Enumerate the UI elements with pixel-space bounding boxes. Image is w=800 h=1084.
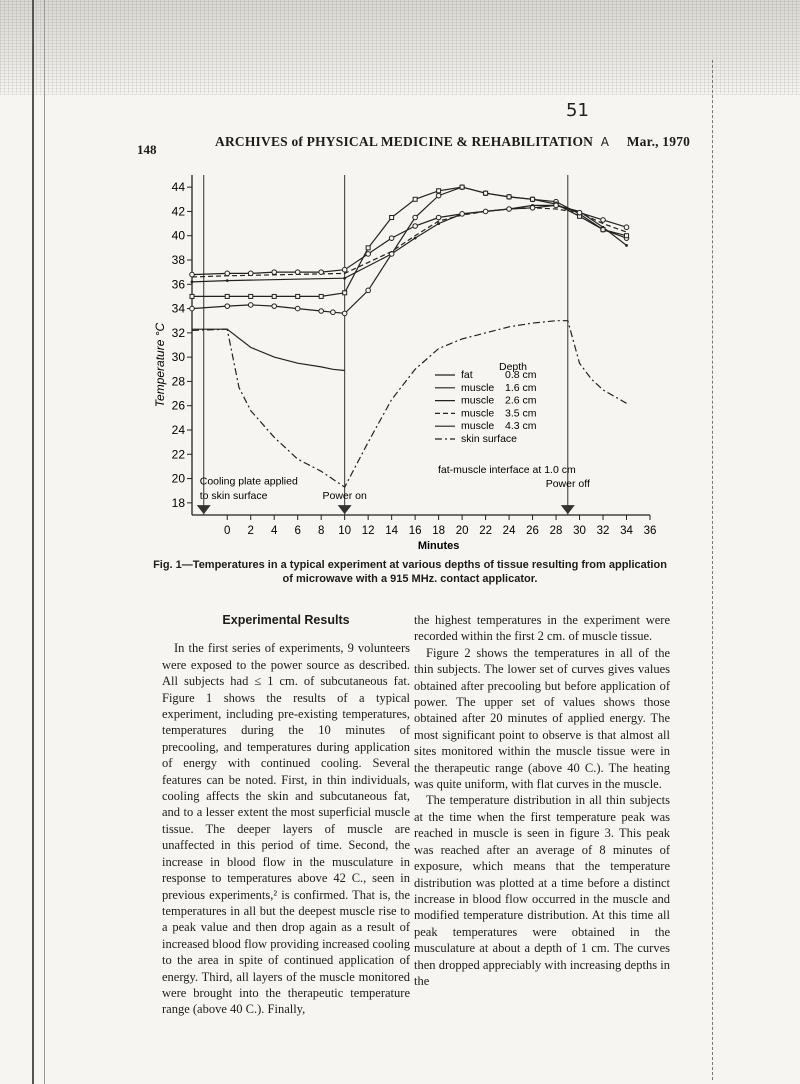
data-point xyxy=(343,277,346,280)
data-point xyxy=(225,271,230,276)
scan-edge-line xyxy=(32,0,34,1084)
scan-edge-line-2 xyxy=(44,0,45,1084)
x-tick-label: 30 xyxy=(573,525,586,537)
data-point xyxy=(389,236,394,241)
data-point xyxy=(190,272,195,277)
data-point xyxy=(342,311,347,316)
annotation-power-on: Power on xyxy=(322,490,367,503)
data-point xyxy=(436,193,441,198)
data-point xyxy=(248,303,253,308)
y-tick-label: 18 xyxy=(171,495,185,510)
data-point xyxy=(577,210,582,215)
y-tick-label: 42 xyxy=(171,204,185,219)
y-tick-label: 44 xyxy=(171,180,185,195)
x-tick-label: 2 xyxy=(247,525,254,537)
data-point xyxy=(530,205,535,210)
body-paragraph: The temperature distribution in all thin subjects at the time when the first temperature peak was reached in muscle is seen in figure 3. This peak was reached after an average of 8 minutes of exposure, which means that the temperature distribution was plotted at a time before a distinct increase in blood flow occurred in the muscle and modified temperature distribution. At this time all peak temperatures were obtained in the musculature at about a depth of 1 cm. The curves then dropped appreciably with increasing depths in the xyxy=(414,793,670,988)
power-off-arrow xyxy=(561,505,575,514)
text-column-right xyxy=(414,612,670,989)
series-line xyxy=(192,187,627,313)
data-point xyxy=(248,271,253,276)
legend-series-name: skin surface xyxy=(461,433,518,445)
x-axis-label: Minutes xyxy=(417,540,460,552)
cooling-arrow xyxy=(197,505,211,514)
y-tick-label: 36 xyxy=(171,277,185,292)
data-point xyxy=(296,294,300,298)
y-tick-label: 32 xyxy=(171,325,185,340)
data-point xyxy=(625,234,629,238)
figure-1-chart xyxy=(150,160,670,555)
body-paragraph: the highest temperatures in the experiment were recorded within the first 2 cm. of muscle tissue. xyxy=(414,613,670,644)
legend-depth: 2.6 cm xyxy=(505,394,537,407)
body-paragraph: Figure 2 shows the temperatures in all of the thin subjects. The lower set of curves gives values obtained after precooling but before application of power. The upper set of values shows those obtained after 20 minutes of applied energy. The most significant point to observe is that almost all sites monitored within the muscle tissue were in the therapeutic range (above 40 C.). The heating was quite uniform, with flat curves in the muscle. xyxy=(414,645,670,792)
x-tick-label: 10 xyxy=(338,525,352,537)
x-tick-label: 18 xyxy=(432,525,446,537)
x-tick-label: 32 xyxy=(596,525,610,537)
data-point xyxy=(625,244,628,247)
data-point xyxy=(272,304,277,309)
data-point xyxy=(319,309,324,314)
data-point xyxy=(191,280,194,283)
data-point xyxy=(366,252,371,257)
data-point xyxy=(190,294,194,298)
data-point xyxy=(460,185,464,189)
data-point xyxy=(507,195,511,199)
data-point xyxy=(319,294,323,298)
legend-depth: 3.5 cm xyxy=(505,407,537,420)
legend-depth: 0.8 cm xyxy=(505,369,537,381)
data-point xyxy=(343,291,347,295)
legend-series-name: muscle xyxy=(461,381,495,394)
data-point xyxy=(272,294,276,298)
scan-noise-band xyxy=(0,0,800,95)
issue-date: Mar., 1970 xyxy=(626,134,691,149)
journal-title: ARCHIVES of PHYSICAL MEDICINE & REHABILITATION xyxy=(215,134,594,149)
data-point xyxy=(507,207,512,212)
x-tick-label: 0 xyxy=(224,525,231,537)
data-point xyxy=(390,216,394,220)
data-point xyxy=(414,237,417,240)
data-point xyxy=(249,294,253,298)
legend-depth: 1.6 cm xyxy=(505,381,537,394)
x-tick-label: 24 xyxy=(502,525,516,537)
data-point xyxy=(190,306,195,311)
y-axis-label: Temperature °C xyxy=(153,322,167,408)
x-tick-label: 26 xyxy=(526,525,539,537)
hand-letter: A xyxy=(600,135,610,149)
data-point xyxy=(483,209,488,214)
data-point xyxy=(484,191,488,195)
annotation-cooling-2: to skin surface xyxy=(199,490,268,503)
legend-title: Depth xyxy=(498,361,528,373)
data-point xyxy=(460,212,465,217)
data-point xyxy=(366,288,371,293)
y-tick-label: 26 xyxy=(171,398,185,413)
data-point xyxy=(225,294,229,298)
data-point xyxy=(531,197,535,201)
data-point xyxy=(601,218,606,223)
body-paragraph: In the first series of experiments, 9 volunteers were exposed to the power source as described. All subjects had ≤ 1 cm. of subcutaneous fat. Figure 1 shows the results of a typical experiment, including pre-existing temperatures, temperatures during the 10 minutes of precooling, and temperatures during application of energy with continued cooling. Several features can be noted. First, in thin individuals, cooling affects the skin and subcutaneous fat, and to a lesser extent the most superficial muscle tissue. The deeper layers of muscle are unaffected in this period of time. Second, the increase in blood flow in the musculature in response to temperatures above 42 C., seen in previous experiments,² is confirmed. That is, the temperatures in all but the deepest muscle rise to a peak value and then drop again as a result of increased blood flow providing increased cooling to the area in spite of continued application of energy. Third, all layers of the muscle monitored were brought into the therapeutic temperature range (above 40 C.). Finally, xyxy=(162,641,410,1017)
annotation-cooling: Cooling plate applied xyxy=(199,475,298,488)
data-point xyxy=(624,225,629,230)
x-tick-label: 12 xyxy=(361,525,375,537)
y-tick-label: 22 xyxy=(171,447,185,462)
data-point xyxy=(366,246,370,250)
section-title: Experimental Results xyxy=(222,613,350,627)
series-line xyxy=(192,205,627,282)
x-tick-label: 28 xyxy=(549,525,563,537)
data-point xyxy=(226,279,229,282)
data-point xyxy=(319,270,324,275)
x-tick-label: 34 xyxy=(620,525,633,537)
handwritten-number: 51 xyxy=(566,100,589,121)
data-point xyxy=(601,228,605,232)
legend-series-name: muscle xyxy=(461,394,495,407)
series-line xyxy=(192,321,627,487)
series-line xyxy=(192,329,345,370)
x-tick-label: 6 xyxy=(294,525,301,537)
page-number: 148 xyxy=(137,142,157,157)
x-tick-label: 16 xyxy=(408,525,422,537)
data-point xyxy=(413,215,418,220)
x-tick-label: 36 xyxy=(643,525,657,537)
data-point xyxy=(437,189,441,193)
text-column-left xyxy=(162,612,410,1018)
x-tick-label: 4 xyxy=(271,525,278,537)
x-tick-label: 20 xyxy=(455,525,469,537)
data-point xyxy=(331,310,336,315)
x-tick-label: 22 xyxy=(479,525,492,537)
y-tick-label: 24 xyxy=(171,423,185,437)
x-tick-label: 8 xyxy=(317,525,325,537)
data-point xyxy=(272,270,277,275)
annotation-power-off: Power off xyxy=(545,478,590,491)
page-edge-dashed xyxy=(712,60,714,1080)
data-point xyxy=(295,270,300,275)
y-tick-label: 34 xyxy=(171,301,185,316)
legend-series-name: muscle xyxy=(461,420,495,433)
data-point xyxy=(554,203,559,208)
data-point xyxy=(436,215,441,220)
data-point xyxy=(342,267,347,272)
data-point xyxy=(295,306,300,311)
legend-note: fat-muscle interface at 1.0 cm xyxy=(438,463,576,476)
y-tick-label: 38 xyxy=(171,253,185,267)
y-tick-label: 28 xyxy=(171,374,185,389)
running-head xyxy=(215,134,690,150)
y-tick-label: 40 xyxy=(171,228,185,243)
legend-series-name: muscle xyxy=(461,407,495,420)
y-tick-label: 20 xyxy=(171,471,185,486)
data-point xyxy=(413,224,418,229)
data-point xyxy=(437,222,440,225)
data-point xyxy=(225,304,230,309)
x-tick-label: 14 xyxy=(385,525,399,537)
legend-series-name: fat xyxy=(461,369,473,381)
figure-caption: Fig. 1—Temperatures in a typical experiment at various depths of tissue resulting from application of microwave with a 915 MHz. contact applicator. xyxy=(153,559,667,585)
legend-depth: 4.3 cm xyxy=(505,420,537,433)
power-on-arrow xyxy=(338,505,352,514)
data-point xyxy=(413,197,417,201)
y-tick-label: 30 xyxy=(171,350,185,365)
